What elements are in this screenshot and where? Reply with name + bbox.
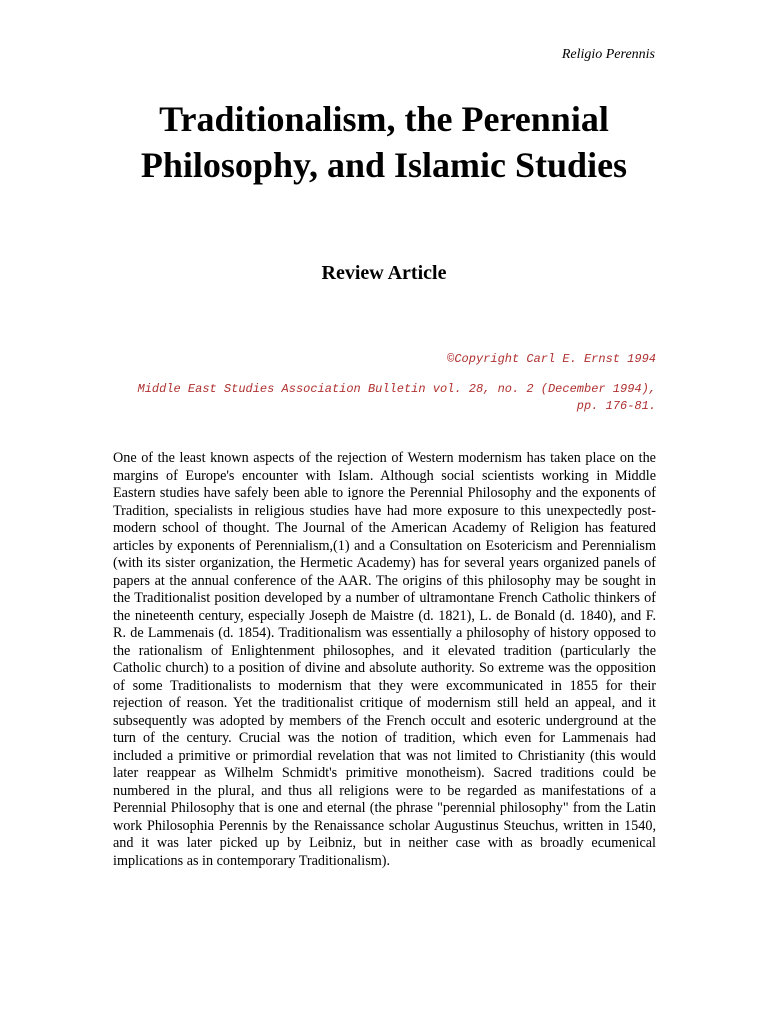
body-paragraph: One of the least known aspects of the rejection of Western modernism has taken place on the margins of Europe's encounter with Islam. Although social scientists working in Middle Eastern studies have safely been able to ignore the Perennial Philosophy and the exponents of Tradition, specialists in religious studies have had more exposure to this unexpectedly post-modern school of thought. The Journal of the American Academy of Religion has featured articles by exponents of Perennialism,(1) and a Consultation on Esotericism and Perennialism (with its sister organization, the Hermetic Academy) has for several years organized panels of papers at the annual conference of the AAR. The origins of this philosophy may be sought in the Traditionalist position developed by a number of ultramontane French Catholic thinkers of the nineteenth century, especially Joseph de Maistre (d. 1821), L. de Bonald (d. 1840), and F. R. de Lammenais (d. 1854). Traditionalism was essentially a philosophy of history opposed to the rationalism of Enlightenment philosophes, and it elevated tradition (particularly the Catholic church) to a position of divine and absolute authority. So extreme was the opposition of some Traditionalists to modernism that they were excommunicated in 1855 for their rejection of reason. Yet the traditionalist critique of modernism still held an appeal, and it subsequently was adopted by members of the French occult and esoteric underground at the turn of the century. Crucial was the notion of tradition, which even for Lammenais had included a primitive or primordial revelation that was not limited to Christianity (this would later reappear as Wilhelm Schmidt's primitive monotheism). Sacred traditions could be numbered in the plural, and thus all religions were to be regarded as manifestations of a Perennial Philosophy that is one and eternal (the phrase "perennial philosophy" from the Latin work Philosophia Perennis by the Renaissance scholar Augustinus Steuchus, written in 1540, and it was later picked up by Leibniz, but in neither case with as broadly ecumenical implications as in contemporary Traditionalism). (113, 450, 656, 869)
article-subtitle: Review Article (321, 262, 447, 284)
running-header: Religio Perennis (561, 47, 655, 62)
article-title: Traditionalism, the Perennial Philosophy, and Islamic Studies (140, 99, 628, 185)
source-citation: Middle East Studies Association Bulletin vol. 28, no. 2 (December 1994), pp. 176-81. (137, 382, 656, 413)
copyright-notice: ©Copyright Carl E. Ernst 1994 (447, 352, 656, 366)
